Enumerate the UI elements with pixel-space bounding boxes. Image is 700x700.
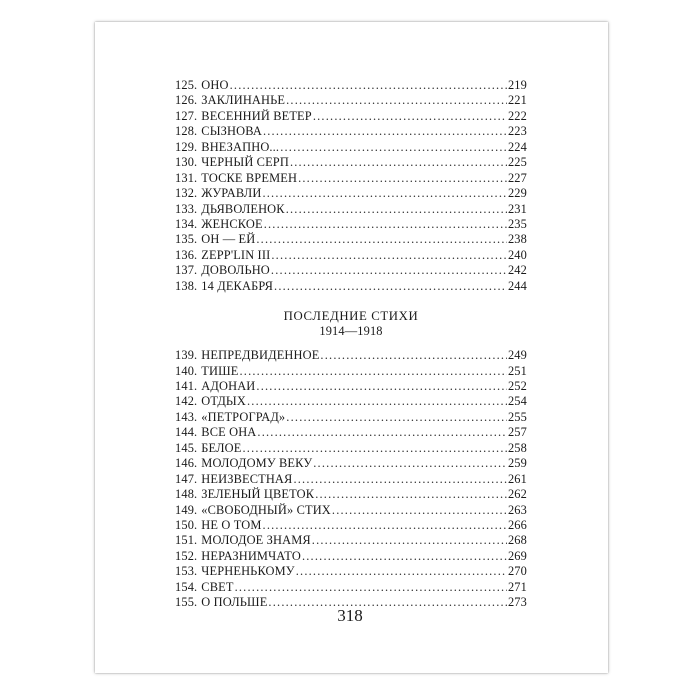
entry-number: 150.	[175, 517, 198, 532]
entry-page: 270	[507, 564, 527, 579]
toc-entry	[175, 425, 527, 440]
dot-leader	[280, 140, 507, 155]
toc-entry	[175, 155, 527, 170]
entry-page: 224	[507, 139, 527, 154]
entry-number: 146.	[175, 456, 198, 471]
entry-title: ДОВОЛЬНО	[201, 263, 270, 278]
entry-title: МОЛОДОЕ ЗНАМЯ	[201, 533, 311, 548]
entry-title: ОНО	[201, 78, 229, 92]
entry-number: 125.	[175, 78, 198, 92]
toc-entry	[175, 217, 527, 232]
entry-number: 128.	[175, 124, 198, 139]
toc-entry	[175, 379, 527, 394]
dot-leader	[256, 232, 507, 247]
entry-title: ВНЕЗАПНО...	[201, 139, 280, 154]
entry-page: 254	[507, 394, 527, 409]
entry-number: 141.	[175, 379, 198, 393]
dot-leader	[271, 263, 507, 278]
entry-page: 259	[507, 456, 527, 471]
entry-page: 252	[507, 379, 527, 393]
entry-page: 240	[507, 247, 527, 262]
dot-leader	[296, 564, 507, 579]
entry-title: ВЕСЕННИЙ ВЕТЕР	[201, 108, 312, 123]
entry-number: 132.	[175, 186, 198, 201]
section-heading	[175, 308, 527, 339]
entry-title: ВСЕ ОНА	[201, 425, 257, 440]
toc-entry	[175, 78, 527, 93]
dot-leader	[274, 279, 507, 294]
entry-title: ДЬЯВОЛЕНОК	[201, 201, 285, 216]
section-title: ПОСЛЕДНИЕ СТИХИ	[283, 309, 419, 324]
entry-number: 137.	[175, 263, 198, 278]
entry-number: 135.	[175, 232, 198, 247]
entry-title: «ПЕТРОГРАД»	[201, 409, 286, 424]
entry-number: 127.	[175, 108, 198, 123]
entry-number: 143.	[175, 409, 198, 424]
toc-entry	[175, 348, 527, 363]
toc-entry	[175, 503, 527, 518]
dot-leader	[271, 248, 507, 263]
toc-entry	[175, 394, 527, 409]
entry-number: 149.	[175, 502, 198, 517]
entry-page: 227	[507, 170, 527, 185]
entry-page: 251	[507, 363, 527, 378]
entry-title: НЕ О ТОМ	[201, 517, 262, 532]
entry-page: 273	[507, 595, 527, 610]
entry-page: 229	[507, 186, 527, 201]
entry-page: 271	[507, 579, 527, 594]
toc-entry	[175, 124, 527, 139]
dot-leader	[320, 348, 507, 363]
dot-leader	[243, 441, 507, 456]
dot-leader	[293, 472, 507, 487]
entry-title: ZEPP'LIN III	[201, 247, 271, 262]
toc-entry	[175, 171, 527, 186]
dot-leader	[290, 155, 507, 170]
toc-entry	[175, 472, 527, 487]
entry-page: 262	[507, 487, 527, 502]
toc-group-2	[175, 348, 527, 610]
section-years: 1914—1918	[319, 324, 383, 339]
entry-page: 258	[507, 440, 527, 455]
entry-number: 129.	[175, 139, 198, 154]
toc-entry	[175, 202, 527, 217]
entry-number: 151.	[175, 533, 198, 548]
entry-number: 140.	[175, 363, 198, 378]
dot-leader	[262, 186, 507, 201]
table-of-contents	[175, 78, 527, 611]
toc-entry	[175, 248, 527, 263]
toc-entry	[175, 364, 527, 379]
dot-leader	[332, 503, 507, 518]
entry-number: 144.	[175, 425, 198, 440]
entry-number: 139.	[175, 348, 198, 363]
toc-entry	[175, 518, 527, 533]
entry-number: 134.	[175, 216, 198, 231]
entry-title: «СВОБОДНЫЙ» СТИХ	[201, 502, 331, 517]
entry-page: 257	[507, 425, 527, 440]
entry-number: 154.	[175, 579, 198, 594]
entry-number: 153.	[175, 564, 198, 579]
dot-leader	[263, 124, 507, 139]
toc-entry	[175, 263, 527, 278]
toc-entry	[175, 279, 527, 294]
toc-entry	[175, 549, 527, 564]
toc-entry	[175, 186, 527, 201]
entry-number: 133.	[175, 201, 198, 216]
toc-entry	[175, 441, 527, 456]
entry-page: 238	[507, 232, 527, 247]
entry-number: 131.	[175, 170, 198, 185]
toc-entry	[175, 93, 527, 108]
entry-number: 130.	[175, 155, 198, 170]
entry-title: ТОСКЕ ВРЕМЕН	[201, 170, 298, 185]
entry-number: 152.	[175, 548, 198, 563]
dot-leader	[302, 549, 507, 564]
toc-entry	[175, 109, 527, 124]
dot-leader	[247, 394, 507, 409]
dot-leader	[257, 425, 507, 440]
dot-leader	[230, 78, 507, 93]
entry-number: 142.	[175, 394, 198, 409]
entry-page: 219	[507, 78, 527, 92]
toc-entry	[175, 580, 527, 595]
entry-title: НЕИЗВЕСТНАЯ	[201, 471, 293, 486]
dot-leader	[264, 217, 507, 232]
entry-page: 249	[507, 348, 527, 363]
entry-number: 126.	[175, 93, 198, 108]
toc-entry	[175, 533, 527, 548]
entry-page: 231	[507, 201, 527, 216]
entry-number: 155.	[175, 595, 198, 610]
entry-number: 145.	[175, 440, 198, 455]
entry-title: О ПОЛЬШЕ	[201, 595, 268, 610]
entry-title: ТИШЕ	[201, 363, 239, 378]
entry-page: 268	[507, 533, 527, 548]
entry-title: СВЕТ	[201, 579, 234, 594]
dot-leader	[256, 379, 507, 394]
entry-page: 242	[507, 263, 527, 278]
toc-entry	[175, 410, 527, 425]
dot-leader	[298, 171, 507, 186]
entry-page: 255	[507, 409, 527, 424]
entry-page: 235	[507, 216, 527, 231]
toc-entry	[175, 487, 527, 502]
entry-page: 261	[507, 471, 527, 486]
dot-leader	[312, 533, 507, 548]
dot-leader	[286, 202, 507, 217]
entry-page: 244	[507, 278, 527, 293]
dot-leader	[315, 487, 507, 502]
entry-page: 223	[507, 124, 527, 139]
entry-title: ЧЕРНЫЙ СЕРП	[201, 155, 289, 170]
entry-page: 266	[507, 517, 527, 532]
entry-title: НЕПРЕДВИДЕННОЕ	[201, 348, 320, 363]
entry-title: СЫЗНОВА	[201, 124, 262, 139]
entry-page: 221	[507, 93, 527, 108]
entry-title: НЕРАЗНИМЧАТО	[201, 548, 301, 563]
dot-leader	[239, 364, 506, 379]
entry-title: ЖУРАВЛИ	[201, 186, 262, 201]
dot-leader	[313, 456, 507, 471]
entry-title: ОТДЫХ	[201, 394, 246, 409]
entry-page: 225	[507, 155, 527, 170]
toc-entry	[175, 140, 527, 155]
dot-leader	[313, 109, 507, 124]
entry-title: ОН — ЕЙ	[201, 232, 256, 247]
entry-number: 148.	[175, 487, 198, 502]
dot-leader	[286, 93, 507, 108]
toc-group-1	[175, 78, 527, 294]
entry-page: 222	[507, 108, 527, 123]
entry-title: 14 ДЕКАБРЯ	[201, 278, 274, 293]
toc-entry	[175, 564, 527, 579]
entry-number: 136.	[175, 247, 198, 262]
toc-entry	[175, 232, 527, 247]
dot-leader	[263, 518, 507, 533]
page-number: 318	[337, 606, 363, 625]
entry-title: АДОНАИ	[201, 379, 256, 393]
dot-leader	[235, 580, 507, 595]
dot-leader	[286, 410, 507, 425]
entry-title: ЖЕНСКОЕ	[201, 216, 263, 231]
entry-page: 269	[507, 548, 527, 563]
entry-number: 147.	[175, 471, 198, 486]
toc-entry	[175, 456, 527, 471]
entry-title: БЕЛОЕ	[201, 440, 242, 455]
entry-page: 263	[507, 502, 527, 517]
entry-title: ЧЕРНЕНЬКОМУ	[201, 564, 295, 579]
entry-title: ЗЕЛЕНЫЙ ЦВЕТОК	[201, 487, 315, 502]
entry-title: МОЛОДОМУ ВЕКУ	[201, 456, 313, 471]
entry-number: 138.	[175, 278, 198, 293]
entry-title: ЗАКЛИНАНЬЕ	[201, 93, 286, 108]
